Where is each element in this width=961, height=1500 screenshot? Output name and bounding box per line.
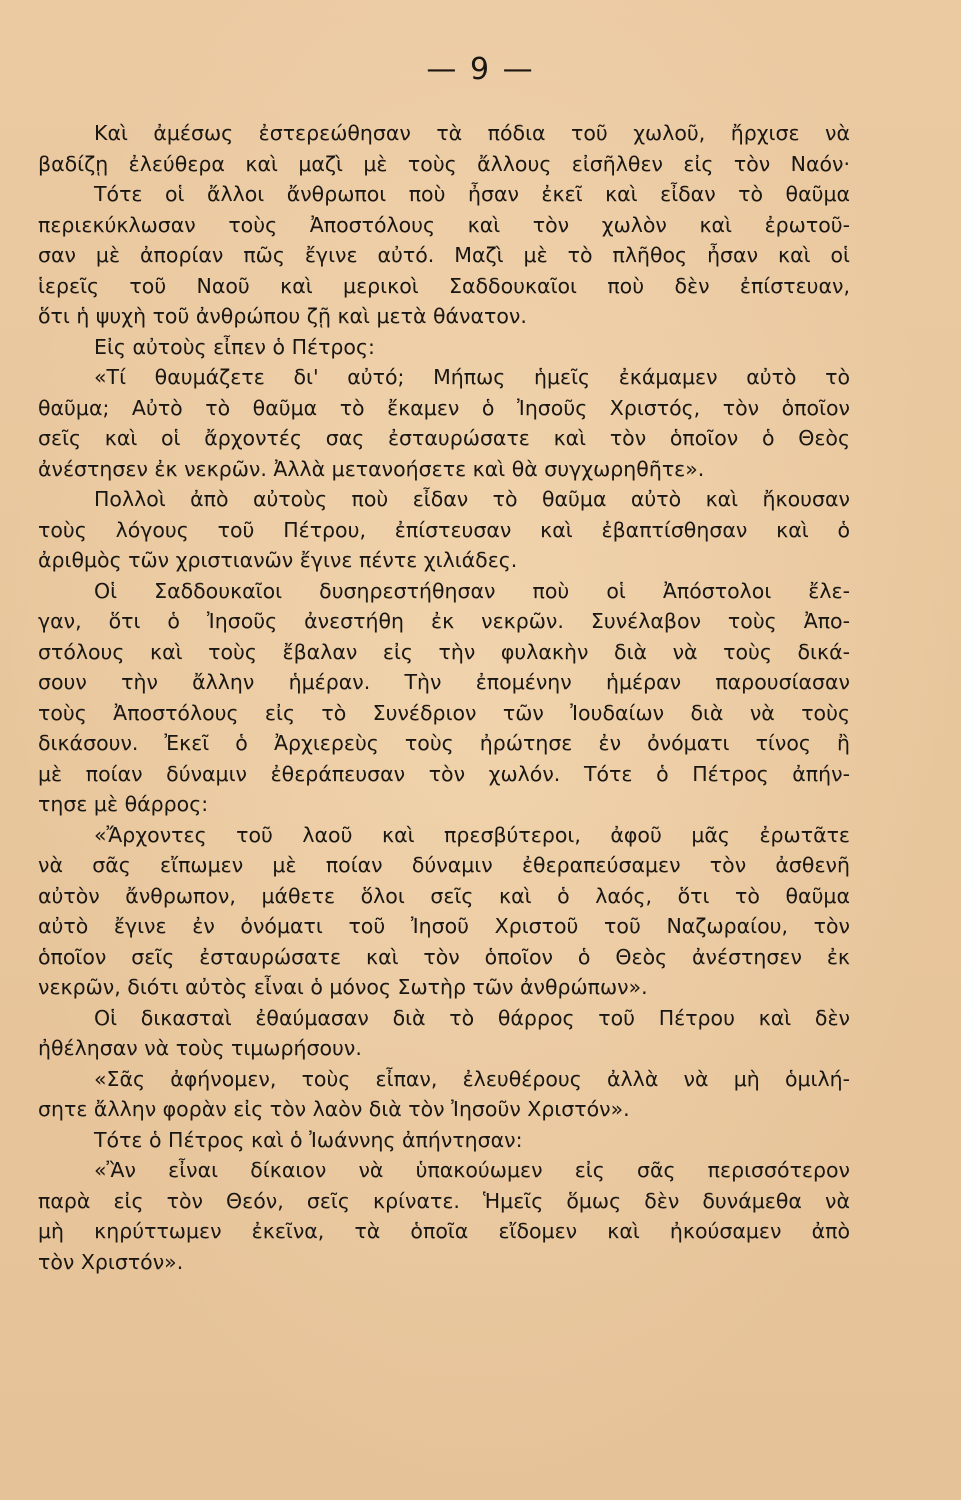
text-line: μὲ ποίαν δύναμιν ἐθεράπευσαν τὸν χωλόν. Τότε ὁ Πέτρος ἀπήν- bbox=[38, 761, 850, 786]
text-line: τὸν Χριστόν». bbox=[38, 1249, 184, 1274]
text-line: ὅτι ἡ ψυχὴ τοῦ ἀνθρώπου ζῇ καὶ μετὰ θάνατον. bbox=[38, 304, 527, 328]
text-line: νὰ σᾶς εἴπωμεν μὲ ποίαν δύναμιν ἐθεραπεύσαμεν τὸν ἀσθενῆ bbox=[38, 853, 850, 877]
text-line: «Ἂν εἶναι δίκαιον νὰ ὑπακούωμεν εἰς σᾶς περισσότερον bbox=[94, 1158, 850, 1182]
text-line: Οἱ Σαδδουκαῖοι δυσηρεστήθησαν ποὺ οἱ Ἀπόστολοι ἔλε- bbox=[94, 578, 850, 603]
text-line: τοὺς Ἀποστόλους εἰς τὸ Συνέδριον τῶν Ἰουδαίων διὰ νὰ τοὺς bbox=[38, 700, 850, 725]
text-line: στόλους καὶ τοὺς ἔβαλαν εἰς τὴν φυλακὴν διὰ νὰ τοὺς δικά- bbox=[38, 639, 850, 664]
text-line: σητε ἄλλην φορὰν εἰς τὸν λαὸν διὰ τὸν Ἰησοῦν Χριστόν». bbox=[38, 1097, 630, 1121]
text-line: θαῦμα; Αὐτὸ τὸ θαῦμα τὸ ἔκαμεν ὁ Ἰησοῦς Χριστός, τὸν ὁποῖον bbox=[38, 395, 850, 420]
text-line: Τότε οἱ ἄλλοι ἄνθρωποι ποὺ ἦσαν ἐκεῖ καὶ εἶδαν τὸ θαῦμα bbox=[94, 182, 850, 206]
text-line: «Ἄρχοντες τοῦ λαοῦ καὶ πρεσβύτεροι, ἀφοῦ μᾶς ἐρωτᾶτε bbox=[94, 822, 850, 847]
text-line: νεκρῶν, διότι αὐτὸς εἶναι ὁ μόνος Σωτὴρ τῶν ἀνθρώπων». bbox=[38, 975, 648, 999]
text-line: τησε μὲ θάρρος: bbox=[38, 792, 209, 816]
text-line: δικάσουν. Ἐκεῖ ὁ Ἀρχιερεὺς τοὺς ἠρώτησε ἐν ὀνόματι τίνος ἢ bbox=[38, 731, 850, 755]
text-line: αὐτὸν ἄνθρωπον, μάθετε ὅλοι σεῖς καὶ ὁ λαός, ὅτι τὸ θαῦμα bbox=[38, 883, 850, 908]
text-line: Εἰς αὐτοὺς εἶπεν ὁ Πέτρος: bbox=[94, 334, 375, 359]
text-line: αὐτὸ ἔγινε ἐν ὀνόματι τοῦ Ἰησοῦ Χριστοῦ τοῦ Ναζωραίου, τὸν bbox=[38, 914, 850, 938]
text-line: ἠθέλησαν νὰ τοὺς τιμωρήσουν. bbox=[38, 1036, 362, 1060]
text-line: βαδίζῃ ἐλεύθερα καὶ μαζὶ μὲ τοὺς ἄλλους εἰσῆλθεν εἰς τὸν Ναόν· bbox=[38, 151, 850, 176]
text-line: «Τί θαυμάζετε δι' αὐτό; Μήπως ἡμεῖς ἐκάμαμεν αὐτὸ τὸ bbox=[94, 365, 850, 389]
text-line: περιεκύκλωσαν τοὺς Ἀποστόλους καὶ τὸν χωλὸν καὶ ἐρωτοῦ- bbox=[38, 212, 850, 237]
text-line: παρὰ εἰς τὸν Θεόν, σεῖς κρίνατε. Ἡμεῖς ὅμως δὲν δυνάμεθα νὰ bbox=[38, 1188, 850, 1213]
text-line: γαν, ὅτι ὁ Ἰησοῦς ἀνεστήθη ἐκ νεκρῶν. Συνέλαβον τοὺς Ἀπο- bbox=[38, 609, 850, 633]
text-line: Οἱ δικασταὶ ἐθαύμασαν διὰ τὸ θάρρος τοῦ Πέτρου καὶ δὲν bbox=[94, 1005, 850, 1030]
body-text bbox=[38, 118, 850, 1277]
text-line: ὁποῖον σεῖς ἐσταυρώσατε καὶ τὸν ὁποῖον ὁ Θεὸς ἀνέστησεν ἐκ bbox=[38, 944, 850, 969]
text-line: Καὶ ἀμέσως ἐστερεώθησαν τὰ πόδια τοῦ χωλοῦ, ἤρχισε νὰ bbox=[94, 121, 850, 145]
text-line: ἀνέστησεν ἐκ νεκρῶν. Ἀλλὰ μετανοήσετε καὶ θὰ συγχωρηθῆτε». bbox=[38, 456, 705, 481]
text-line: ἀριθμὸς τῶν χριστιανῶν ἔγινε πέντε χιλιάδες. bbox=[38, 548, 518, 572]
page-number: — 9 — bbox=[426, 52, 535, 87]
text-line: τοὺς λόγους τοῦ Πέτρου, ἐπίστευσαν καὶ ἐβαπτίσθησαν καὶ ὁ bbox=[38, 517, 850, 542]
text-line: σαν μὲ ἀπορίαν πῶς ἔγινε αὐτό. Μαζὶ μὲ τὸ πλῆθος ἦσαν καὶ οἱ bbox=[38, 243, 850, 267]
text-line: «Σᾶς ἀφήνομεν, τοὺς εἶπαν, ἐλευθέρους ἀλλὰ νὰ μὴ ὁμιλή- bbox=[94, 1066, 850, 1091]
text-line: σεῖς καὶ οἱ ἄρχοντές σας ἐσταυρώσατε καὶ τὸν ὁποῖον ὁ Θεὸς bbox=[38, 426, 850, 450]
text-line: Πολλοὶ ἀπὸ αὐτοὺς ποὺ εἶδαν τὸ θαῦμα αὐτὸ καὶ ἤκουσαν bbox=[94, 487, 850, 511]
text-line: σουν τὴν ἄλλην ἡμέραν. Τὴν ἐπομένην ἡμέραν παρουσίασαν bbox=[38, 670, 850, 694]
text-line: μὴ κηρύττωμεν ἐκεῖνα, τὰ ὁποῖα εἴδομεν καὶ ἠκούσαμεν ἀπὸ bbox=[38, 1219, 850, 1243]
text-line: Τότε ὁ Πέτρος καὶ ὁ Ἰωάννης ἀπήντησαν: bbox=[94, 1127, 523, 1152]
text-line: ἱερεῖς τοῦ Ναοῦ καὶ μερικοὶ Σαδδουκαῖοι ποὺ δὲν ἐπίστευαν, bbox=[38, 273, 850, 298]
